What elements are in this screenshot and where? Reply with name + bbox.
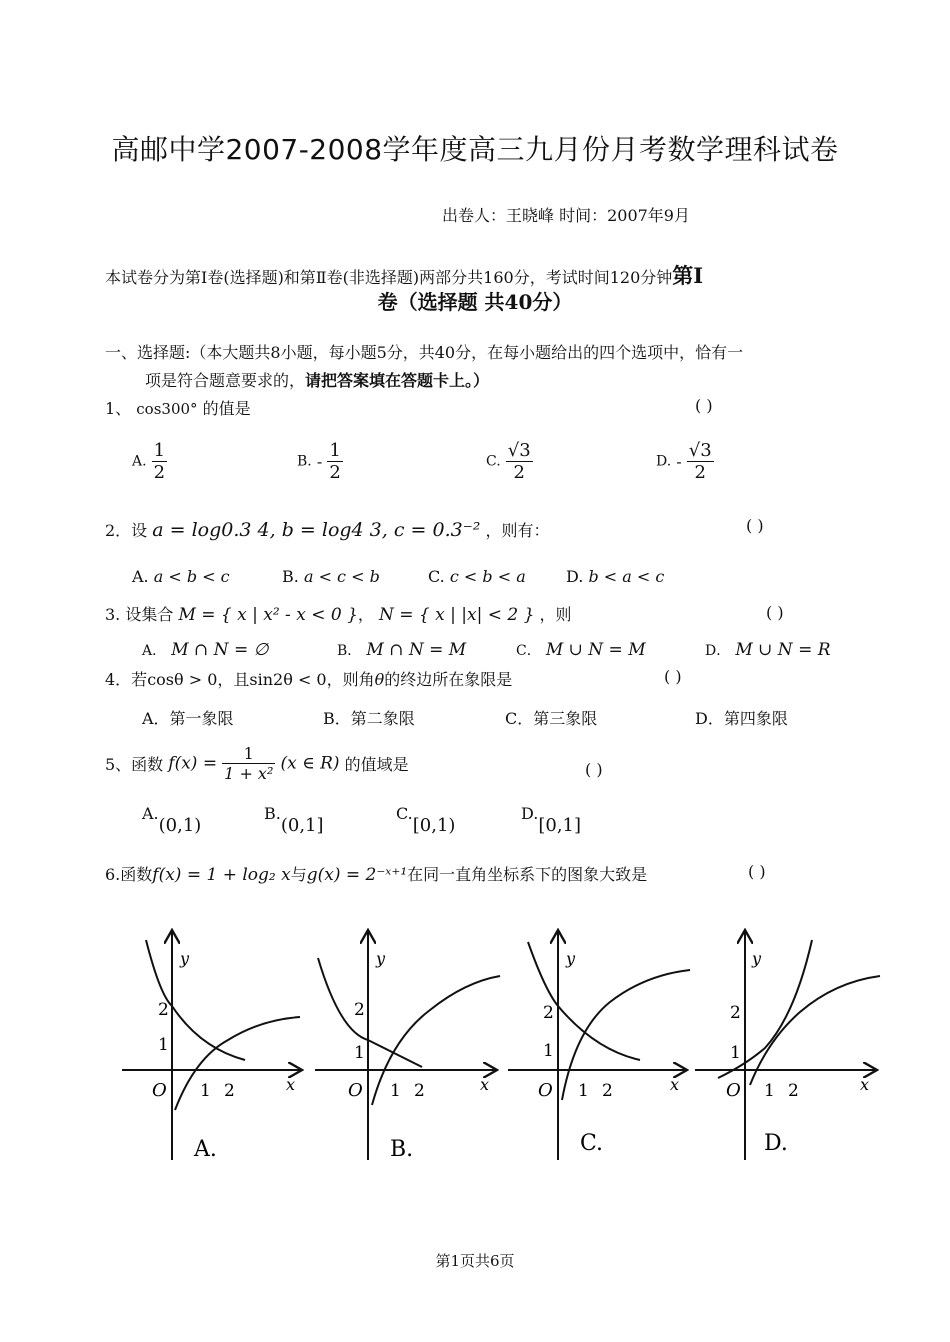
opt-expr: (0,1] xyxy=(280,815,324,836)
q5-expr-right: (x ∈ R) xyxy=(280,753,340,774)
q3-text: ，则 xyxy=(539,605,572,624)
opt-label: B. xyxy=(264,804,281,823)
curve-g xyxy=(318,958,422,1067)
q4-option-c: C．第三象限 xyxy=(505,709,598,728)
q6-answer-paren: ( ) xyxy=(748,862,766,881)
y-label: y xyxy=(566,949,576,968)
graph-a-label: A. xyxy=(194,1137,217,1162)
q2-option-b xyxy=(282,567,380,586)
x-tick-2: 2 xyxy=(602,1081,613,1101)
q6-expr-f: f(x) = 1 + log₂ x xyxy=(152,865,291,885)
q2-expr: a = log0.3 4, b = log4 3, c = 0.3⁻² xyxy=(152,519,481,541)
frac-num: 1 xyxy=(222,744,275,764)
q5-text: 的值域是 xyxy=(344,755,409,774)
opt-label: A. xyxy=(142,804,159,823)
opt-label: B. xyxy=(282,567,299,586)
intro-tail: 第Ⅰ xyxy=(672,263,704,288)
q3-sep: ， xyxy=(357,605,374,624)
opt-label: D. xyxy=(566,567,584,586)
origin-label: O xyxy=(726,1080,741,1101)
section-heading: 一、选择题:（本大题共8小题，每小题5分，共40分，在每小题给出的四个选项中，恰有一 xyxy=(105,343,744,362)
opt-expr: M ∪ N = M xyxy=(545,640,646,660)
frac-num: √3 xyxy=(507,440,531,461)
opt-label: C. xyxy=(428,567,445,586)
q6-stem xyxy=(105,862,647,885)
y-tick-2: 2 xyxy=(158,1000,169,1020)
q1-option-d-frac xyxy=(687,440,714,483)
q1-option-d-sign: - xyxy=(676,452,682,471)
q4-stem xyxy=(105,667,512,690)
q1-stem xyxy=(105,396,251,419)
q4-expr-sin: sin2θ < 0 xyxy=(249,670,327,689)
graph-d-label: D. xyxy=(764,1131,788,1156)
q3-option-a xyxy=(142,640,268,660)
q3-stem xyxy=(105,602,572,625)
frac-den: 2 xyxy=(329,462,341,483)
y-tick-1: 1 xyxy=(354,1043,365,1063)
section-heading-bold: 请把答案填在答题卡上。） xyxy=(305,371,490,390)
q3-option-b xyxy=(337,640,466,660)
opt-expr: M ∩ N = M xyxy=(366,640,467,660)
author-line: 出卷人：王晓峰 时间：2007年9月 xyxy=(442,206,690,225)
q6-mid: 与 xyxy=(290,865,307,884)
q1-number: 1、 xyxy=(105,399,132,418)
q1-answer-paren: ( ) xyxy=(695,396,713,415)
q5-expr-left: f(x) = xyxy=(168,753,218,774)
q6-number: 6.函数 xyxy=(105,865,153,884)
y-label: y xyxy=(376,949,386,968)
q5-option-d xyxy=(521,803,582,836)
q4-answer-paren: ( ) xyxy=(664,667,682,686)
y-label: y xyxy=(752,949,762,968)
opt-expr: [0,1) xyxy=(412,815,456,836)
y-tick-1: 1 xyxy=(158,1035,169,1055)
part1-title: 卷（选择题 共40分） xyxy=(377,290,573,314)
q3-expr-n: N = { x | |x| < 2 } xyxy=(379,605,535,625)
frac-num: 1 xyxy=(153,440,166,461)
q1-option-b-sign: - xyxy=(316,452,323,471)
x-tick-1: 1 xyxy=(390,1081,401,1101)
q2-option-d xyxy=(566,567,664,586)
q1-option-a-frac xyxy=(152,440,167,483)
x-tick-1: 1 xyxy=(578,1081,589,1101)
q3-expr-m: M = { x | x² - x < 0 } xyxy=(178,605,358,625)
x-label: x xyxy=(860,1075,870,1094)
x-label: x xyxy=(670,1075,680,1094)
q3-answer-paren: ( ) xyxy=(766,603,784,622)
graph-a xyxy=(122,932,300,1162)
x-tick-2: 2 xyxy=(414,1081,425,1101)
q4-number: 4．若 xyxy=(105,670,148,689)
q2-number: 2．设 xyxy=(105,521,148,540)
q6-graphs xyxy=(100,920,890,1170)
q2-stem xyxy=(105,518,549,541)
q5-option-a xyxy=(142,803,202,836)
q5-option-b xyxy=(264,803,324,836)
q1-option-c-frac xyxy=(506,440,533,483)
x-label: x xyxy=(480,1075,490,1094)
q1-option-d-label: D. xyxy=(656,453,672,470)
origin-label: O xyxy=(348,1080,363,1101)
q2-option-a xyxy=(132,567,230,586)
opt-expr: a < b < c xyxy=(153,567,230,586)
q3-number: 3. 设集合 xyxy=(105,605,174,624)
q4-option-d: D．第四象限 xyxy=(695,709,788,728)
q1-option-c xyxy=(486,440,533,483)
graph-b-label: B. xyxy=(390,1137,414,1162)
y-tick-2: 2 xyxy=(730,1003,741,1023)
opt-expr: a < c < b xyxy=(303,567,380,586)
x-tick-1: 1 xyxy=(764,1081,775,1101)
page-title: 高邮中学2007-2008学年度高三九月份月考数学理科试卷 xyxy=(111,133,839,166)
section-heading-text: 项是符合题意要求的， xyxy=(145,371,306,390)
frac-num: 1 xyxy=(329,440,341,461)
frac-den: 1 + x² xyxy=(224,764,274,783)
graph-c-label: C. xyxy=(580,1131,604,1156)
opt-label: C． xyxy=(516,643,541,659)
opt-expr: (0,1) xyxy=(158,815,202,836)
origin-label: O xyxy=(538,1080,553,1101)
opt-label: C. xyxy=(396,804,413,823)
q4-text2: 的终边所在象限是 xyxy=(384,670,513,689)
y-tick-1: 1 xyxy=(543,1041,554,1061)
q2-option-c xyxy=(428,567,526,586)
frac-den: 2 xyxy=(153,462,166,483)
y-tick-2: 2 xyxy=(354,1000,365,1020)
page-footer: 第1页共6页 xyxy=(435,1252,515,1270)
q5-option-c xyxy=(396,803,456,836)
opt-label: A. xyxy=(132,567,149,586)
opt-label: D. xyxy=(521,804,539,823)
q1-option-b-label: B. xyxy=(297,453,312,470)
q3-option-d xyxy=(705,640,831,660)
frac-num: √3 xyxy=(688,440,712,461)
q1-option-a xyxy=(132,440,167,483)
y-tick-1: 1 xyxy=(730,1043,741,1063)
x-tick-2: 2 xyxy=(224,1081,235,1101)
opt-expr: [0,1] xyxy=(538,815,582,836)
opt-expr: b < a < c xyxy=(588,567,665,586)
x-tick-2: 2 xyxy=(788,1081,799,1101)
intro-body: 本试卷分为第Ⅰ卷(选择题)和第Ⅱ卷(非选择题)两部分共160分，考试时间120分钟 xyxy=(105,268,673,287)
q1-text: 的值是 xyxy=(202,399,251,418)
opt-expr: M ∪ N = R xyxy=(735,640,831,660)
q4-text: ，则角 xyxy=(326,670,375,689)
q4-mid: ，且 xyxy=(217,670,250,689)
y-label: y xyxy=(180,949,190,968)
q5-stem xyxy=(105,744,409,783)
q4-expr-cos: cosθ > 0 xyxy=(147,670,218,689)
opt-expr: c < b < a xyxy=(449,567,526,586)
opt-label: B． xyxy=(337,643,362,659)
frac-den: 2 xyxy=(513,462,525,483)
q3-option-c xyxy=(516,640,646,660)
q2-answer-paren: ( ) xyxy=(746,516,764,535)
q1-option-a-label: A. xyxy=(132,453,147,470)
q1-option-d xyxy=(656,440,714,483)
curve-f xyxy=(750,976,880,1085)
y-tick-2: 2 xyxy=(543,1003,554,1023)
opt-expr: M ∩ N = ∅ xyxy=(171,640,269,660)
q4-option-b: B．第二象限 xyxy=(323,709,415,728)
q5-answer-paren: ( ) xyxy=(585,760,603,779)
q6-expr-g: g(x) = 2⁻ˣ⁺¹ xyxy=(306,865,408,885)
opt-label: D． xyxy=(705,643,731,659)
q2-text: ，则有： xyxy=(485,521,550,540)
q1-option-c-label: C. xyxy=(486,453,501,470)
q1-option-b-frac xyxy=(327,440,342,483)
graph-b xyxy=(315,932,500,1162)
graph-d xyxy=(695,932,880,1160)
origin-label: O xyxy=(152,1080,167,1101)
frac-den: 2 xyxy=(694,462,706,483)
q6-text: 在同一直角坐标系下的图象大致是 xyxy=(407,865,648,884)
q5-number: 5、函数 xyxy=(105,755,164,774)
q1-option-b xyxy=(297,440,343,483)
opt-label: A． xyxy=(142,643,167,659)
x-label: x xyxy=(286,1075,296,1094)
q4-theta: θ xyxy=(374,670,385,689)
q4-option-a: A．第一象限 xyxy=(142,709,234,728)
x-tick-1: 1 xyxy=(200,1081,211,1101)
q5-frac xyxy=(222,744,275,783)
q1-expr: cos300° xyxy=(136,400,198,418)
graph-c xyxy=(508,932,690,1160)
section-heading-line2 xyxy=(145,368,489,391)
